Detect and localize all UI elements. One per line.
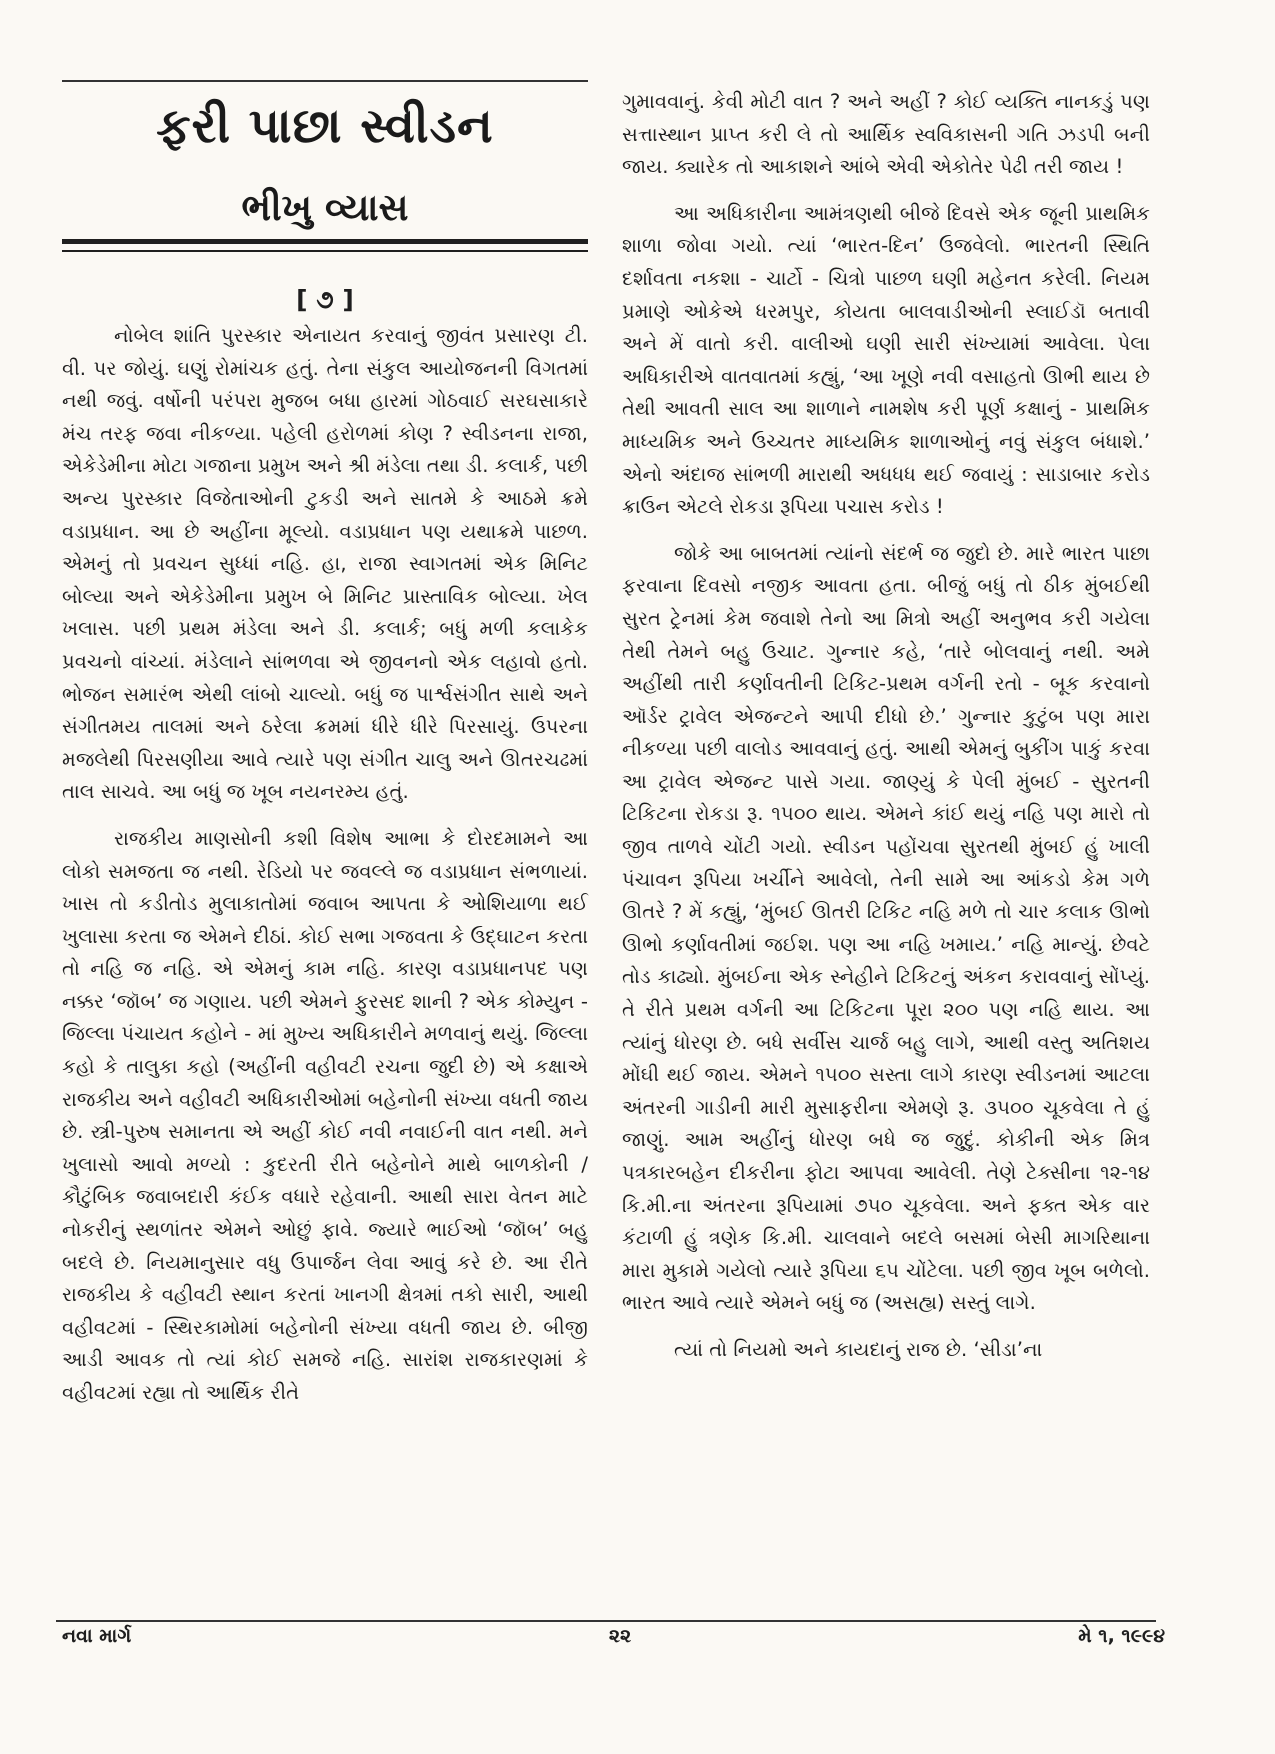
footer-rule xyxy=(56,1620,1156,1622)
section-number: [ ૭ ] xyxy=(296,285,354,314)
title-divider-thin xyxy=(62,250,588,252)
header-rule xyxy=(62,80,588,82)
left-column xyxy=(62,320,588,1424)
paragraph: ગુમાવવાનું. કેવી મોટી વાત ? અને અહીં ? કોઈ વ્યક્તિ નાનકડું પણ સત્તાસ્થાન પ્રાપ્ત કરી લે તો આર્થિક સ્વવિકાસની ગતિ ઝડપી બની જાય. ક્યારેક તો આકાશને આંબે એવી એકોતેર પેઢી તરી જાય ! xyxy=(622,90,1150,179)
right-column xyxy=(622,86,1150,1381)
publication-name: નવા માર્ગ xyxy=(62,1625,132,1647)
paragraph: જોકે આ બાબતમાં ત્યાંનો સંદર્ભ જ જુદો છે. મારે ભારત પાછા ફરવાના દિવસો નજીક આવતા હતા. બીજું બધું તો ઠીક મુંબઈથી સુરત ટ્રેનમાં કેમ જવાશે તેનો આ મિત્રો અહીં અનુભવ કરી ગયેલા તેથી તેમને બહુ ઉચાટ. ગુન્નાર કહે, ‘તારે બોલવાનું નથી. અમે અહીંથી તારી કર્ણાવતીની ટિકિટ-પ્રથમ વર્ગની રતો - બૂક કરવાનો ઑર્ડર ટ્રાવેલ એજન્ટને આપી દીધો છે.’ ગુન્નાર કુટુંબ પણ મારા નીકળ્યા પછી વાલોડ આવવાનું હતું. આથી એમનું બુકીંગ પાકું કરવા આ ટ્રાવેલ એજન્ટ પાસે ગયા. જાણ્યું કે પેલી મુંબઈ - સુરતની ટિકિટના રોકડા રૂ. ૧૫૦૦ થાય. એમને કાંઈ થયું નહિ પણ મારો તો જીવ તાળવે ચોંટી ગયો. સ્વીડન પહોંચવા સુરતથી મુંબઈ હું ખાલી પંચાવન રૂપિયા ખર્ચીને આવેલો, તેની સામે આ આંકડો કેમ ગળે ઊતરે ? મેં કહ્યું, ‘મુંબઈ ઊતરી ટિકિટ નહિ મળે તો ચાર કલાક ઊભો ઊભો કર્ણાવતીમાં જઈશ. પણ આ નહિ ખમાય.’ નહિ માન્યું. છેવટે તોડ કાઢ્યો. મુંબઈના એક સ્નેહીને ટિકિટનું અંકન કરાવવાનું સોંપ્યું. તે રીતે પ્રથમ વર્ગની આ ટિકિટના પૂરા ૨૦૦ પણ નહિ થાય. આ ત્યાંનું ધોરણ છે. બધે સર્વીસ ચાર્જ બહુ લાગે, આથી વસ્તુ અતિશય મોંઘી થઈ જાય. એમને ૧૫૦૦ સસ્તા લાગે કારણ સ્વીડનમાં આટલા અંતરની ગાડીની મારી મુસાફરીના એમણે રૂ. ૩૫૦૦ ચૂકવેલા તે હું જાણું. આમ અહીંનું ધોરણ બધે જ જુદું. કોકીની એક મિત્ર પત્રકારબહેન દીકરીના ફોટા આપવા આવેલી. તેણે ટેક્સીના ૧૨-૧૪ કિ.મી.ના અંતરના રૂપિયામાં ૭૫૦ ચૂકવેલા. અને ફક્ત એક વાર કંટાળી હું ત્રણેક કિ.મી. ચાલવાને બદલે બસમાં બેસી માગરિથાના મારા મુકામે ગયેલો ત્યારે રૂપિયા ૬૫ ચોંટેલા. પછી જીવ ખૂબ બળેલો. ભારત આવે ત્યારે એમને બધું જ (અસહ્ય) સસ્તું લાગે. xyxy=(622,541,1150,1315)
paragraph: રાજકીય માણસોની કશી વિશેષ આભા કે દોરદમામને આ લોકો સમજતા જ નથી. રેડિયો પર જવલ્લે જ વડાપ્રધાન સંભળાયાં. ખાસ તો કડીતોડ મુલાકાતોમાં જવાબ આપતા કે ઓશિયાળા થઈ ખુલાસા કરતા જ એમને દીઠાં. કોઈ સભા ગજવતા કે ઉદ્ઘાટન કરતા તો નહિ જ નહિ. એ એમનું કામ નહિ. કારણ વડાપ્રધાનપદ પણ નક્કર ‘જૉબ’ જ ગણાય. પછી એમને ફુરસદ શાની ? એક કોમ્યુન - જિલ્લા પંચાયત કહોને - માં મુખ્ય અધિકારીને મળવાનું થયું. જિલ્લા કહો કે તાલુકા કહો (અહીંની વહીવટી રચના જુદી છે) એ કક્ષાએ રાજકીય અને વહીવટી અધિકારીઓમાં બહેનોની સંખ્યા વધતી જાય છે. સ્ત્રી-પુરુષ સમાનતા એ અહીં કોઈ નવી નવાઈની વાત નથી. મને ખુલાસો આવો મળ્યો : કુદરતી રીતે બહેનોને માથે બાળકોની / કૌટુંબિક જવાબદારી કંઈક વધારે રહેવાની. આથી સારા વેતન માટે નોકરીનું સ્થળાંતર એમને ઓછું ફાવે. જ્યારે ભાઈઓ ‘જૉબ’ બહુ બદલે છે. નિયમાનુસાર વધુ ઉપાર્જન લેવા આવું કરે છે. આ રીતે રાજકીય કે વહીવટી સ્થાન કરતાં ખાનગી ક્ષેત્રમાં તકો સારી, આથી વહીવટમાં - સ્થિરકામોમાં બહેનોની સંખ્યા વધતી જાય છે. બીજી આડી આવક તો ત્યાં કોઈ સમજે નહિ. સારાંશ રાજકારણમાં કે વહીવટમાં રહ્યા તો આર્થિક રીતે xyxy=(62,826,588,1404)
paragraph: આ અધિકારીના આમંત્રણથી બીજે દિવસે એક જૂની પ્રાથમિક શાળા જોવા ગયો. ત્યાં ‘ભારત-દિન’ ઉજવેલો. ભારતની સ્થિતિ દર્શાવતા નકશા - ચાર્ટો - ચિત્રો પાછળ ઘણી મહેનત કરેલી. નિયમ પ્રમાણે ઓકેએ ધરમપુર, કોયતા બાલવાડીઓની સ્લાઈડૉ બતાવી અને મેં વાતો કરી. વાલીઓ ઘણી સારી સંખ્યામાં આવેલા. પેલા અધિકારીએ વાતવાતમાં કહ્યું, ‘આ ખૂણે નવી વસાહતો ઊભી થાય છે તેથી આવતી સાલ આ શાળાને નામશેષ કરી પૂર્ણ કક્ષાનું - પ્રાથમિક માધ્યમિક અને ઉચ્ચતર માધ્યમિક શાળાઓનું નવું સંકુલ બંધાશે.’ એનો અંદાજ સાંભળી મારાથી અધધધ થઈ જવાયું : સાડાબાર કરોડ ક્રાઉન એટલે રોકડા રૂપિયા પચાસ કરોડ ! xyxy=(622,201,1150,519)
paragraph: નોબેલ શાંતિ પુરસ્કાર એનાયત કરવાનું જીવંત પ્રસારણ ટી. વી. પર જોયું. ઘણું રોમાંચક હતું. તેના સંકુલ આયોજનની વિગતમાં નથી જવું. વર્ષોની પરંપરા મુજબ બધા હારમાં ગોઠવાઈ સરઘસાકારે મંચ તરફ જવા નીકળ્યા. પહેલી હરોળમાં કોણ ? સ્વીડનના રાજા, એકેડેમીના મોટા ગજાના પ્રમુખ અને શ્રી મંડેલા તથા ડી. કલાર્ક, પછી અન્ય પુરસ્કાર વિજેતાઓની ટુકડી અને સાતમે કે આઠમે ક્રમે વડાપ્રધાન. આ છે અહીંના મૂલ્યો. વડાપ્રધાન પણ યથાક્રમે પાછળ. એમનું તો પ્રવચન સુધ્ધાં નહિ. હા, રાજા સ્વાગતમાં એક મિનિટ બોલ્યા અને એકેડેમીના પ્રમુખ બે મિનિટ પ્રાસ્તાવિક બોલ્યા. ખેલ ખલાસ. પછી પ્રથમ મંડેલા અને ડી. કલાર્ક; બધું મળી કલાકેક પ્રવચનો વાંચ્યાં. મંડેલાને સાંભળવા એ જીવનનો એક લહાવો હતો. ભોજન સમારંભ એથી લાંબો ચાલ્યો. બધું જ પાર્શ્વસંગીત સાથે અને સંગીતમય તાલમાં અને ઠરેલા ક્રમમાં ધીરે ધીરે પિરસાયું. ઉપરના મજલેથી પિરસણીયા આવે ત્યારે પણ સંગીત ચાલુ અને ઊતરચઢમાં તાલ સાચવે. આ બધું જ ખૂબ નયનરમ્ય હતું. xyxy=(62,324,588,804)
page-number: ૨૨ xyxy=(608,1625,632,1647)
paragraph: ત્યાં તો નિયમો અને કાયદાનું રાજ છે. ‘સીડા’ના xyxy=(674,1337,1043,1361)
issue-date: મે ૧, ૧૯૯૪ xyxy=(1078,1625,1165,1647)
article-title: ફરી પાછા સ્વીડન xyxy=(156,98,494,154)
title-divider-thick xyxy=(62,239,588,244)
article-author: ભીખુ વ્યાસ xyxy=(241,186,409,229)
